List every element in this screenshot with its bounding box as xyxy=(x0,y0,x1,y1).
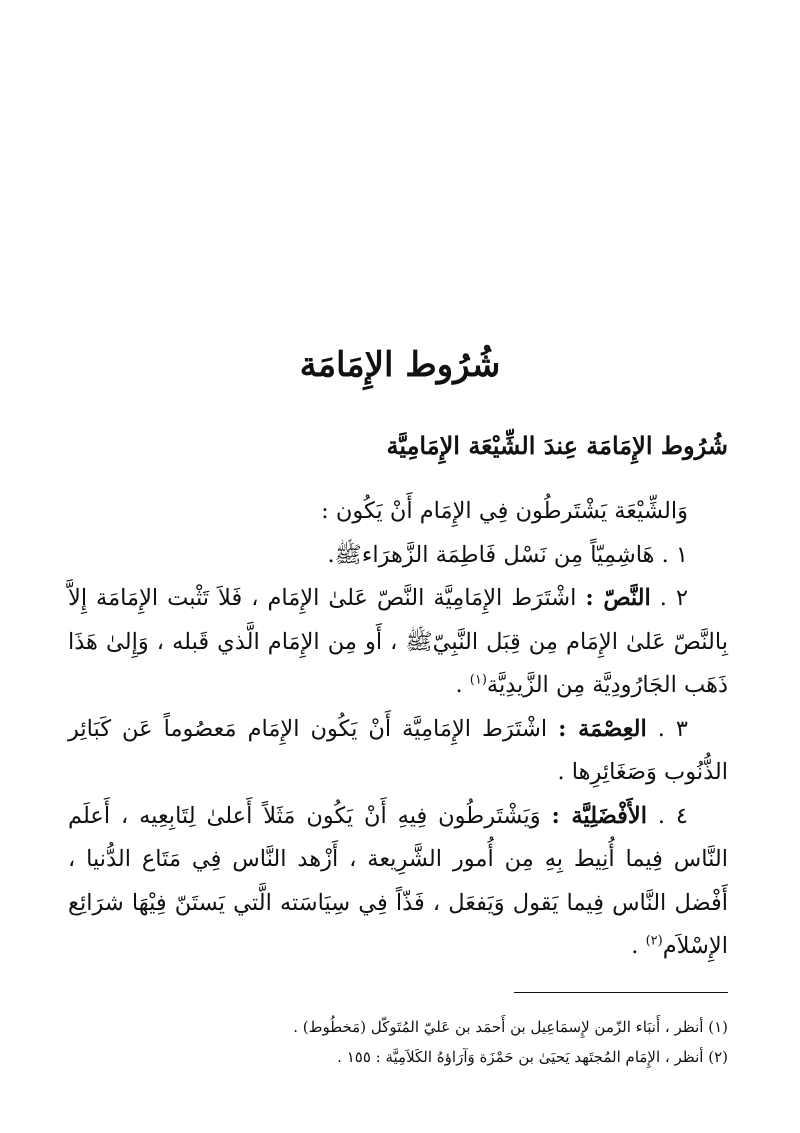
item-number: ٢ . xyxy=(659,585,689,611)
honorific-symbol: ﷺ xyxy=(405,628,433,655)
section-heading: شُرُوط الإِمَامَة عِندَ الشِّيْعَة الإِمَامِيَّة xyxy=(386,431,728,460)
item-text: اشْتَرَط الإِمَامِيَّة أَنْ يَكُون الإِمَام مَعصُوماً عَن كَبَائِر الذُّنُوب وَصَغَائِرِها xyxy=(68,715,728,785)
item-number: ٤ . xyxy=(657,802,689,829)
footnote-1: (١) أنظر ، أَنبَاء الزّمن لإِسمَاعِيل بن أَحمَد بن عَليّ المُتَوكّل (مَخطُوط) . xyxy=(293,1018,728,1036)
intro-paragraph: وَالشِّيْعَة يَشْتَرطُون فِي الإِمَام أَنْ يَكُون : xyxy=(321,498,688,524)
item-number: ١ . xyxy=(661,541,688,568)
footnote-ref-2[interactable]: (٢) xyxy=(645,933,663,949)
main-text xyxy=(68,490,728,969)
footnote-ref-1[interactable]: (١) xyxy=(469,672,487,688)
item-term: النَّصّ : xyxy=(585,585,651,611)
item-text: هَاشِمِيّاً مِن نَسْل فَاطِمَة الزَّهرَاء xyxy=(361,541,655,568)
chapter-title: شُرُوط الإِمَامَة xyxy=(299,345,501,385)
honorific-symbol: ﷺ xyxy=(334,541,362,568)
item-end: . xyxy=(455,672,463,698)
condition-item-1 xyxy=(68,534,728,578)
item-end: . xyxy=(557,759,565,785)
item-text: وَيَشْتَرطُون فِيهِ أَنْ يَكُون مَثَلاً أَعلىٰ لِتَابِعِيه ، أَعلَم النَّاس فِيما أُنِيط بِهِ مِن أُمور الشَّرِيعة ، أَزْهد النَّاس فِي مَتَاع الدُّنيا ، أَفْضل النَّاس فِيما يَقول وَيَفعَل ، فَذّاً فِي سِيَاسَته الَّتي يَستَنّ فِيْهَا شرَائِع الإِسْلاَم xyxy=(68,802,728,959)
item-end: . xyxy=(631,933,639,959)
item-end: . xyxy=(327,541,335,568)
item-text: اشْتَرَط الإِمَامِيَّة النَّصّ عَلىٰ الإِمَام ، فَلاَ تَثْبت الإِمَامَة إِلاَّ بِالنَّصّ عَلىٰ الإِمَام مِن قِبَل النَّبِيّ xyxy=(68,585,729,655)
footnotes xyxy=(68,1012,728,1072)
item-text-continued: ، أَو مِن الإِمَام الَّذي قَبله ، وَإِلىٰ هَذَا ذَهَب الجَارُودِيَّة مِن الزَّيدِيَّة xyxy=(68,628,728,698)
condition-item-2 xyxy=(68,577,728,708)
footnote-separator xyxy=(514,992,728,993)
condition-item-4 xyxy=(68,795,728,969)
item-term: الأَفْضَلِيَّة : xyxy=(551,802,648,829)
item-term: العِصْمَة : xyxy=(558,715,647,742)
footnote-2: (٢) أنظر ، الإِمَام المُجتَهد يَحيَىٰ بن حَمْزَة وَآرَاؤهُ الكَلاَمِيَّة : ١٥٥ . xyxy=(337,1048,728,1066)
item-number: ٣ . xyxy=(657,715,688,742)
condition-item-3 xyxy=(68,708,728,795)
